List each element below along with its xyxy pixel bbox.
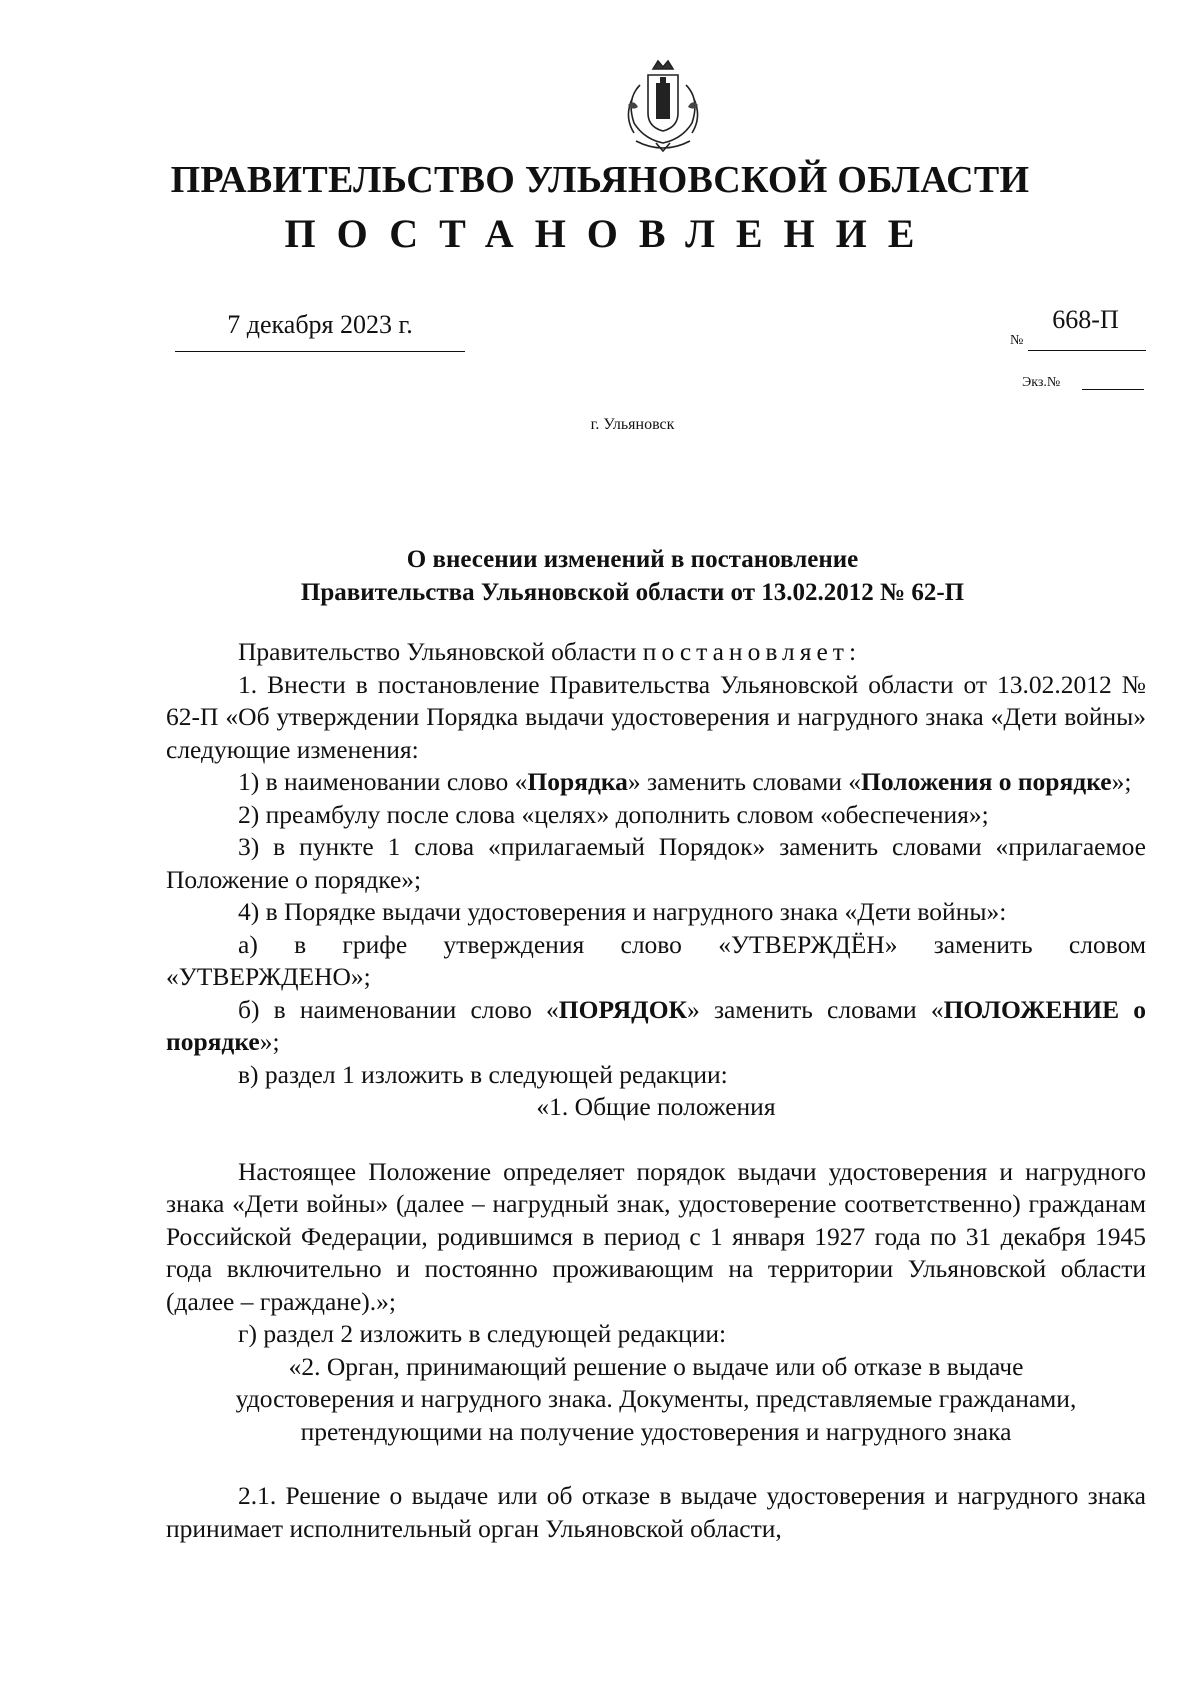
- intro-paragraph: Правительство Ульяновской области постановляет:: [238, 637, 857, 666]
- decree-body: [166, 636, 1146, 1545]
- number-underline: [1028, 350, 1146, 351]
- title-line-1: О внесении изменений в постановление: [406, 546, 859, 573]
- item-2: 2) преамбулу после слова «целях» дополнить словом «обеспечения»;: [238, 799, 989, 829]
- item-4: 4) в Порядке выдачи удостоверения и нагрудного знака «Дети войны»:: [238, 897, 1007, 926]
- item-4v: в) раздел 1 изложить в следующей редакции:: [238, 1059, 728, 1089]
- section-2-heading-line-2: удостоверения и нагрудного знака. Документы, представляемые гражданами,: [235, 1384, 1077, 1413]
- section-1-heading: «1. Общие положения: [536, 1092, 776, 1121]
- copy-number-label: Экз.№: [1022, 375, 1061, 390]
- coat-of-arms-emblem: [620, 55, 706, 155]
- number-label: №: [1010, 333, 1024, 348]
- document-type: ПОСТАНОВЛЕНИЕ: [284, 211, 936, 256]
- decree-title: [0, 543, 1200, 609]
- government-name: ПРАВИТЕЛЬСТВО УЛЬЯНОВСКОЙ ОБЛАСТИ: [170, 159, 1030, 201]
- clause-1: 1. Внести в постановление Правительства Ульяновской области от 13.02.2012 № 62-П «Об утверждении Порядка выдачи удостоверения и нагрудного знака «Дети войны» следующие изменения:: [166, 669, 1146, 764]
- date-underline: [175, 351, 465, 352]
- copy-number-underline: [1082, 389, 1144, 390]
- section-1-text: Настоящее Положение определяет порядок выдачи удостоверения и нагрудного знака «Дети войны» (далее – нагрудный знак, удостоверение соответственно) гражданам Российской Федерации, родившимся в период с 1 января 1927 года по 31 декабря 1945 года включительно и постоянно проживающим на территории Ульяновской области (далее – граждане).»;: [166, 1156, 1146, 1316]
- item-1: 1) в наименовании слово «Порядка» заменить словами «Положения о порядке»;: [238, 767, 1132, 796]
- item-4b: б) в наименовании слово «ПОРЯДОК» заменить словами «ПОЛОЖЕНИЕ о порядке»;: [166, 994, 1146, 1056]
- decree-date: 7 декабря 2023 г.: [227, 310, 413, 339]
- clause-2-1: 2.1. Решение о выдаче или об отказе в выдаче удостоверения и нагрудного знака принимает исполнительный орган Ульяновской области,: [166, 1481, 1146, 1543]
- item-4a: а) в грифе утверждения слово «УТВЕРЖДЁН» заменить словом «УТВЕРЖДЕНО»;: [166, 929, 1146, 991]
- item-3: 3) в пункте 1 слова «прилагаемый Порядок» заменить словами «прилагаемое Положение о порядке»;: [166, 832, 1146, 894]
- title-line-2: Правительства Ульяновской области от 13.02.2012 № 62-П: [300, 579, 965, 606]
- city-name: г. Ульяновск: [590, 416, 675, 433]
- section-2-heading-line-1: «2. Орган, принимающий решение о выдаче или об отказе в выдаче: [288, 1351, 1024, 1381]
- decree-number: 668-П: [1052, 305, 1119, 334]
- item-4g: г) раздел 2 изложить в следующей редакции:: [238, 1319, 727, 1348]
- section-2-heading-line-3: претендующими на получение удостоверения и нагрудного знака: [300, 1416, 1012, 1446]
